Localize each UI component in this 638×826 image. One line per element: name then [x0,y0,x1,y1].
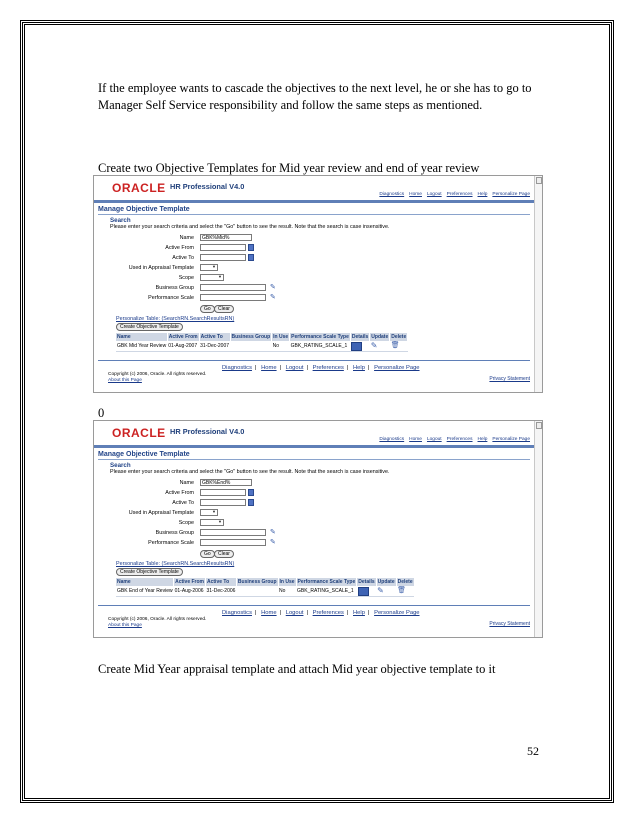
oracle-logo: ORACLE [112,181,166,195]
footer-links: Diagnostics | Home | Logout | Preferences | Help | Personalize Page [222,365,420,371]
search-buttons [94,550,324,559]
active-to-input[interactable] [200,254,246,261]
global-link-preferences[interactable]: Preferences [446,437,473,442]
scope-row [94,519,324,528]
details-cell [357,586,376,597]
delete-cell [390,341,408,352]
screenshot-end-year-search [93,420,543,638]
column-header[interactable]: Active From [168,334,198,340]
header-bar [94,445,534,448]
app-title: HR Professional V4.0 [170,182,245,191]
active-to-row [94,499,324,508]
scope-select[interactable] [200,274,224,281]
performance-scale-row [94,539,324,548]
footer-link-logout[interactable]: Logout [285,610,304,616]
calendar-icon[interactable] [248,489,254,496]
search-buttons [94,305,324,314]
go-button[interactable]: Go [200,550,215,558]
cell-business-group [236,586,278,597]
page-title: Manage Objective Template [98,451,190,458]
global-link-home[interactable]: Home [409,192,422,197]
update-cell [370,341,390,352]
business-group-row [94,529,324,538]
column-header[interactable]: Performance Scale Type [291,334,349,340]
global-link-logout[interactable]: Logout [426,192,442,197]
active-from-label: Active From [165,245,194,251]
app-title: HR Professional V4.0 [170,427,245,436]
about-page-link[interactable]: About this Page [108,378,142,383]
title-divider [98,214,530,215]
screenshot-mid-year-search [93,175,543,393]
flashlight-search-icon[interactable]: ✎ [270,294,276,301]
active-from-row [94,244,324,253]
used-in-row [94,264,324,273]
privacy-link[interactable]: Privacy Statement [489,376,530,382]
footer-link-preferences[interactable]: Preferences [312,610,344,616]
scope-label: Scope [178,520,194,526]
oracle-logo: ORACLE [112,426,166,440]
used-in-select[interactable] [200,264,218,271]
copyright-block [108,617,206,629]
page-border [20,20,614,803]
footer-links: Diagnostics | Home | Logout | Preferences | Help | Personalize Page [222,610,420,616]
scope-select[interactable] [200,519,224,526]
used-in-select[interactable] [200,509,218,516]
paragraph-zero: 0 [98,406,105,420]
header-bar [94,200,534,203]
cell-active-from: 01-Aug-2007 [167,341,199,352]
active-to-row [94,254,324,263]
business-group-row [94,284,324,293]
used-in-label: Used in Appraisal Template [128,265,194,271]
business-group-label: Business Group [155,285,194,291]
footer-link-personalize[interactable]: Personalize Page [374,610,420,616]
update-cell [376,586,396,597]
active-to-label: Active To [172,255,194,261]
paragraph-create-templates: Create two Objective Templates for Mid year review and end of year review [98,161,480,175]
performance-scale-label: Performance Scale [148,540,194,546]
global-link-help[interactable]: Help [477,437,488,442]
active-from-row [94,489,324,498]
column-header[interactable]: Active To [199,333,230,341]
name-row [94,479,324,488]
search-instructions: Please enter your search criteria and select the "Go" button to see the result. Note that the search is case insensitive. [110,224,390,230]
active-from-input[interactable] [200,489,246,496]
column-header: Delete [391,334,407,340]
column-header[interactable]: Business Group [231,334,271,340]
footer-link-home[interactable]: Home [261,610,277,616]
name-label: Name [179,235,194,241]
business-group-input[interactable] [200,529,266,536]
cell-scale-type: GBK_RATING_SCALE_1 [296,586,357,597]
details-cell [350,341,369,352]
privacy-link[interactable]: Privacy Statement [489,621,530,627]
global-link-preferences[interactable]: Preferences [446,192,473,197]
global-link-home[interactable]: Home [409,437,422,442]
column-header[interactable]: Name [116,578,174,586]
trash-icon[interactable]: 🗑 [390,341,400,349]
footer-link-help[interactable]: Help [353,365,365,371]
name-row [94,234,324,243]
performance-scale-label: Performance Scale [148,295,194,301]
used-in-row [94,509,324,518]
column-header[interactable]: Active To [206,578,237,586]
results-table [116,333,408,352]
business-group-input[interactable] [200,284,266,291]
search-heading: Search [110,217,131,224]
copyright-block [108,372,206,384]
flashlight-search-icon[interactable]: ✎ [270,539,276,546]
name-label: Name [179,480,194,486]
paragraph-mid-year-appraisal: Create Mid Year appraisal template and attach Mid year objective template to it [98,662,496,676]
global-link-personalize[interactable]: Personalize Page [492,437,530,442]
footer-divider [98,605,530,606]
details-icon[interactable] [351,342,362,351]
global-links [379,192,530,197]
business-group-label: Business Group [155,530,194,536]
copyright-text: Copyright (c) 2006, Oracle. All rights reserved. [108,372,207,377]
global-link-diagnostics[interactable]: Diagnostics [379,437,405,442]
global-links [379,437,530,442]
flashlight-search-icon[interactable]: ✎ [270,284,276,291]
footer-link-diagnostics[interactable]: Diagnostics [222,610,252,616]
cell-scale-type: GBK_RATING_SCALE_1 [290,341,351,352]
performance-scale-input[interactable] [200,294,266,301]
global-link-diagnostics[interactable]: Diagnostics [379,192,405,197]
clear-button[interactable]: Clear [214,550,234,558]
scope-row [94,274,324,283]
cell-business-group [230,341,272,352]
page-number: 52 [527,744,539,758]
clear-button[interactable]: Clear [214,305,234,313]
calendar-icon[interactable] [248,244,254,251]
footer-link-preferences[interactable]: Preferences [312,365,344,371]
cell-name: GBK Mid Year Review [116,341,167,352]
create-objective-template-button[interactable]: Create Objective Template [116,568,183,576]
global-link-logout[interactable]: Logout [426,437,442,442]
results-table [116,578,415,597]
name-input[interactable]: GBK%End% [200,479,252,486]
personalize-table-link[interactable]: Personalize Table: (SearchRN.SearchResultsRN) [116,561,235,567]
column-header[interactable]: Business Group [237,579,277,585]
about-page-link[interactable]: About this Page [108,623,142,628]
footer-divider [98,360,530,361]
paragraph-cascade: If the employee wants to cascade the objectives to the next level, he or she has to go to Manager Self Service responsibility and follow the same steps as mentioned. [98,81,532,112]
trash-icon[interactable]: 🗑 [397,586,407,594]
title-divider [98,459,530,460]
details-icon[interactable] [358,587,369,596]
cell-active-from: 01-Aug-2006 [174,586,206,597]
column-header[interactable]: Performance Scale Type [297,579,356,585]
active-to-label: Active To [172,500,194,506]
scope-label: Scope [178,275,194,281]
column-header[interactable]: Active From [175,579,204,585]
column-header: In Use [279,579,295,585]
pencil-icon[interactable]: ✎ [370,340,378,350]
footer-link-diagnostics[interactable]: Diagnostics [222,365,252,371]
cell-active-to: 31-Dec-2006 [206,586,237,597]
global-link-help[interactable]: Help [477,192,488,197]
performance-scale-input[interactable] [200,539,266,546]
footer-link-help[interactable]: Help [353,610,365,616]
column-header: Update [377,579,395,585]
name-input[interactable]: GBK%Mid% [200,234,252,241]
search-heading: Search [110,462,131,469]
calendar-icon[interactable] [248,254,254,261]
copyright-text: Copyright (c) 2006, Oracle. All rights reserved. [108,617,207,622]
cell-active-to: 31-Dec-2007 [199,341,230,352]
footer-link-home[interactable]: Home [261,365,277,371]
table-row [116,586,414,597]
delete-cell [396,586,414,597]
footer-link-personalize[interactable]: Personalize Page [374,365,420,371]
flashlight-search-icon[interactable]: ✎ [270,529,276,536]
personalize-table-link[interactable]: Personalize Table: (SearchRN.SearchResultsRN) [116,316,235,322]
performance-scale-row [94,294,324,303]
global-link-personalize[interactable]: Personalize Page [492,192,530,197]
table-row [116,341,408,352]
footer-link-logout[interactable]: Logout [285,365,304,371]
cell-name: GBK End of Year Review [116,586,174,597]
column-header: Update [371,334,389,340]
table-header-row [116,578,414,586]
scrollbar[interactable] [534,421,542,637]
column-header: Details [358,579,375,585]
page-title: Manage Objective Template [98,206,190,213]
cell-in-use: No [278,586,296,597]
column-header: In Use [273,334,289,340]
create-objective-template-button[interactable]: Create Objective Template [116,323,183,331]
table-header-row [116,333,408,341]
column-header: Details [351,334,369,340]
active-from-input[interactable] [200,244,246,251]
search-instructions: Please enter your search criteria and select the "Go" button to see the result. Note that the search is case insensitive. [110,469,390,475]
scrollbar[interactable] [534,176,542,392]
pencil-icon[interactable]: ✎ [377,585,384,595]
column-header: Delete [397,579,413,585]
active-from-label: Active From [165,490,194,496]
used-in-label: Used in Appraisal Template [128,510,194,516]
go-button[interactable]: Go [200,305,215,313]
calendar-icon[interactable] [248,499,254,506]
column-header[interactable]: Name [116,333,167,341]
active-to-input[interactable] [200,499,246,506]
cell-in-use: No [272,341,290,352]
